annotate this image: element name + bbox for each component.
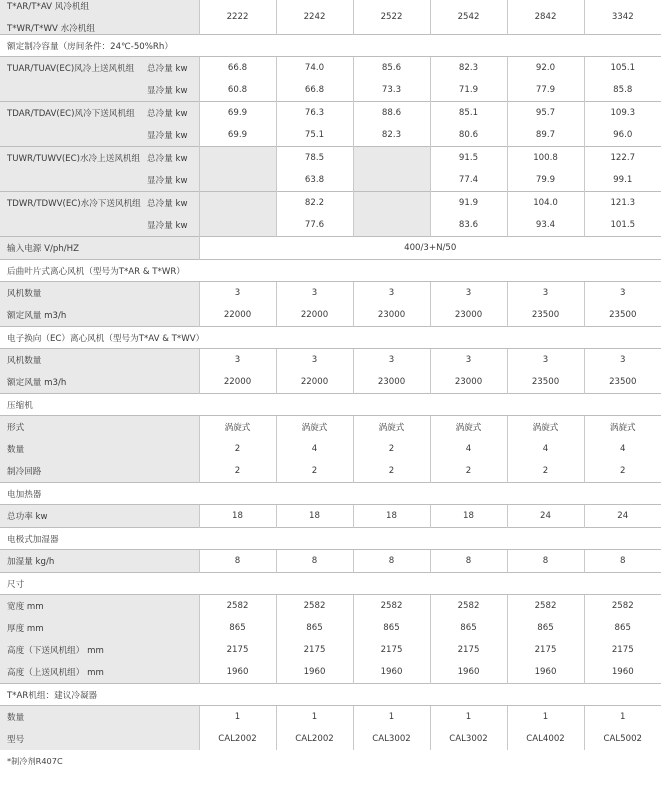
total-capacity-value: 66.8 (199, 57, 276, 80)
value-cell: 2 (430, 460, 507, 483)
value-cell: 2582 (584, 595, 661, 618)
heater-power-row (0, 505, 661, 528)
ec-fan-airflow-row (0, 371, 661, 394)
value-cell: 4 (584, 438, 661, 460)
section-title: T*AR机组：建议冷凝器 (0, 684, 661, 706)
model-header-cell: 3342 (584, 0, 661, 35)
row-label: 高度（下送风机组） mm (0, 639, 199, 661)
sensible-capacity-value: 71.9 (430, 79, 507, 102)
section-title: 尺寸 (0, 573, 661, 595)
sensible-capacity-value (199, 214, 276, 237)
ec-fan-section (0, 327, 661, 349)
value-cell: 8 (199, 550, 276, 573)
compressor-section (0, 394, 661, 416)
total-capacity-value: 74.0 (276, 57, 353, 80)
value-cell: 22000 (276, 304, 353, 327)
value-cell: 3 (276, 349, 353, 372)
value-cell: 23000 (430, 371, 507, 394)
row-label: 形式 (0, 416, 199, 439)
cooling-group-label-cell (0, 124, 199, 147)
cooling-group-name: TUAR/TUAV(EC)风冷上送风机组 (7, 64, 135, 74)
width-row (0, 595, 661, 618)
heater-section (0, 483, 661, 505)
value-cell: 4 (430, 438, 507, 460)
model-header-cell: 2522 (353, 0, 430, 35)
value-cell: CAL3002 (430, 728, 507, 750)
value-cell: 18 (353, 505, 430, 528)
header-air-cooled-label: T*AR/T*AV 风冷机组 (7, 2, 90, 12)
value-cell: 涡旋式 (507, 416, 584, 439)
value-cell: 3 (199, 282, 276, 305)
cooling-group-label-cell (0, 169, 199, 192)
sensible-capacity-label: 显冷量 kw (147, 86, 188, 96)
model-header-cell: 2542 (430, 0, 507, 35)
value-cell: 865 (199, 617, 276, 639)
row-label: 风机数量 (0, 282, 199, 305)
sensible-capacity-value: 101.5 (584, 214, 661, 237)
fan-count-row (0, 282, 661, 305)
compressor-qty-row (0, 438, 661, 460)
sensible-capacity-value: 96.0 (584, 124, 661, 147)
sensible-capacity-value: 73.3 (353, 79, 430, 102)
value-cell: 涡旋式 (276, 416, 353, 439)
value-cell: 23500 (584, 304, 661, 327)
value-cell: 18 (199, 505, 276, 528)
dimensions-section (0, 573, 661, 595)
row-label: 额定风量 m3/h (0, 304, 199, 327)
value-cell: 8 (276, 550, 353, 573)
value-cell: 2582 (507, 595, 584, 618)
value-cell: 2 (353, 438, 430, 460)
sensible-capacity-value: 82.3 (353, 124, 430, 147)
header-label-cell (0, 0, 199, 35)
sensible-capacity-label: 显冷量 kw (147, 221, 188, 231)
value-cell: 865 (430, 617, 507, 639)
value-cell: 2175 (353, 639, 430, 661)
value-cell: 2582 (276, 595, 353, 618)
total-capacity-value: 104.0 (507, 192, 584, 215)
value-cell: 3 (353, 282, 430, 305)
sensible-capacity-value (353, 169, 430, 192)
cooling-group-sensible-row (0, 79, 661, 102)
row-label: 加湿量 kg/h (0, 550, 199, 573)
sensible-capacity-value: 69.9 (199, 124, 276, 147)
section-title: 电子换向（EC）离心风机（型号为T*AV & T*WV） (0, 327, 661, 349)
value-cell: 24 (584, 505, 661, 528)
row-label: 额定风量 m3/h (0, 371, 199, 394)
value-cell: 22000 (199, 371, 276, 394)
value-cell: 2 (276, 460, 353, 483)
sensible-capacity-value: 89.7 (507, 124, 584, 147)
sensible-capacity-value: 77.6 (276, 214, 353, 237)
value-cell: 22000 (276, 371, 353, 394)
model-header-cell: 2842 (507, 0, 584, 35)
section-title: 额定制冷容量（房间条件：24℃-50%Rh） (0, 35, 661, 57)
value-cell: 3 (276, 282, 353, 305)
sensible-capacity-value: 77.9 (507, 79, 584, 102)
height-downflow-row (0, 639, 661, 661)
total-capacity-label: 总冷量 kw (147, 109, 188, 119)
total-capacity-label: 总冷量 kw (147, 64, 188, 74)
cooling-group-sensible-row (0, 214, 661, 237)
value-cell: 3 (199, 349, 276, 372)
cooling-group-name: TUWR/TUWV(EC)水冷上送风机组 (7, 154, 141, 164)
section-title: 电加热器 (0, 483, 661, 505)
total-capacity-label: 总冷量 kw (147, 154, 188, 164)
total-capacity-value (199, 147, 276, 170)
sensible-capacity-value: 63.8 (276, 169, 353, 192)
cooling-group-label-cell (0, 147, 199, 170)
value-cell: 2175 (199, 639, 276, 661)
row-label: 制冷回路 (0, 460, 199, 483)
sensible-capacity-value: 79.9 (507, 169, 584, 192)
value-cell: 2582 (353, 595, 430, 618)
sensible-capacity-value: 80.6 (430, 124, 507, 147)
power-supply-label: 输入电源 V/ph/HZ (0, 237, 199, 260)
value-cell: 3 (507, 282, 584, 305)
power-supply-row (0, 237, 661, 260)
sensible-capacity-value (199, 169, 276, 192)
value-cell: 18 (430, 505, 507, 528)
sensible-capacity-label: 显冷量 kw (147, 176, 188, 186)
condenser-model-row (0, 728, 661, 750)
value-cell: 22000 (199, 304, 276, 327)
value-cell: 865 (507, 617, 584, 639)
value-cell: 23000 (353, 304, 430, 327)
cooling-group-total-row (0, 192, 661, 215)
row-label: 总功率 kw (0, 505, 199, 528)
header-water-cooled-label: T*WR/T*WV 水冷机组 (7, 24, 95, 34)
value-cell: 1 (507, 706, 584, 729)
cooling-group-label-cell (0, 192, 199, 215)
row-label: 数量 (0, 706, 199, 729)
value-cell: 2175 (584, 639, 661, 661)
value-cell: 涡旋式 (199, 416, 276, 439)
value-cell: 4 (507, 438, 584, 460)
sensible-capacity-value: 83.6 (430, 214, 507, 237)
value-cell: 865 (276, 617, 353, 639)
sensible-capacity-value: 93.4 (507, 214, 584, 237)
section-title: 压缩机 (0, 394, 661, 416)
value-cell: 1 (199, 706, 276, 729)
value-cell: 1 (276, 706, 353, 729)
cooling-group-total-row (0, 102, 661, 125)
value-cell: 2 (199, 460, 276, 483)
sensible-capacity-value: 75.1 (276, 124, 353, 147)
value-cell: CAL5002 (584, 728, 661, 750)
value-cell: 23500 (507, 304, 584, 327)
row-label: 宽度 mm (0, 595, 199, 618)
fan-airflow-row (0, 304, 661, 327)
refrigerant-circuits-row (0, 460, 661, 483)
value-cell: 1960 (507, 661, 584, 684)
value-cell: 2 (584, 460, 661, 483)
model-header-cell: 2242 (276, 0, 353, 35)
refrigerant-footnote: *制冷剂R407C (7, 756, 63, 766)
total-capacity-value: 122.7 (584, 147, 661, 170)
total-capacity-value: 100.8 (507, 147, 584, 170)
model-header-cell: 2222 (199, 0, 276, 35)
value-cell: 1960 (353, 661, 430, 684)
total-capacity-value: 109.3 (584, 102, 661, 125)
condenser-qty-row (0, 706, 661, 729)
compressor-type-row (0, 416, 661, 439)
row-label: 风机数量 (0, 349, 199, 372)
cooling-group-label-cell (0, 79, 199, 102)
row-label: 高度（上送风机组） mm (0, 661, 199, 684)
total-capacity-value: 92.0 (507, 57, 584, 80)
value-cell: CAL3002 (353, 728, 430, 750)
total-capacity-value: 95.7 (507, 102, 584, 125)
sensible-capacity-value: 77.4 (430, 169, 507, 192)
total-capacity-value: 91.9 (430, 192, 507, 215)
value-cell: 8 (584, 550, 661, 573)
sensible-capacity-value: 66.8 (276, 79, 353, 102)
cooling-group-name: TDAR/TDAV(EC)风冷下送风机组 (7, 109, 135, 119)
value-cell: 8 (353, 550, 430, 573)
total-capacity-label: 总冷量 kw (147, 199, 188, 209)
value-cell: 23500 (507, 371, 584, 394)
value-cell: 2582 (430, 595, 507, 618)
cooling-capacity-section (0, 35, 661, 57)
value-cell: 2 (353, 460, 430, 483)
value-cell: 24 (507, 505, 584, 528)
value-cell: 涡旋式 (430, 416, 507, 439)
value-cell: 23500 (584, 371, 661, 394)
value-cell: CAL2002 (199, 728, 276, 750)
sensible-capacity-value (353, 214, 430, 237)
cooling-group-label-cell (0, 57, 199, 80)
value-cell: 8 (430, 550, 507, 573)
value-cell: 23000 (430, 304, 507, 327)
humidifier-rate-row (0, 550, 661, 573)
sensible-capacity-value: 85.8 (584, 79, 661, 102)
value-cell: 1960 (584, 661, 661, 684)
section-title: 电极式加湿器 (0, 528, 661, 550)
value-cell: 3 (353, 349, 430, 372)
value-cell: 23000 (353, 371, 430, 394)
value-cell: 3 (430, 282, 507, 305)
total-capacity-value (353, 147, 430, 170)
total-capacity-value: 82.2 (276, 192, 353, 215)
row-label: 型号 (0, 728, 199, 750)
total-capacity-value: 88.6 (353, 102, 430, 125)
value-cell: 1 (430, 706, 507, 729)
cooling-group-name: TDWR/TDWV(EC)水冷下送风机组 (7, 199, 141, 209)
total-capacity-value: 105.1 (584, 57, 661, 80)
total-capacity-value: 85.1 (430, 102, 507, 125)
value-cell: 涡旋式 (353, 416, 430, 439)
value-cell: 8 (507, 550, 584, 573)
value-cell: 2 (507, 460, 584, 483)
value-cell: 1960 (276, 661, 353, 684)
total-capacity-value: 76.3 (276, 102, 353, 125)
section-title: 后曲叶片式离心风机（型号为T*AR & T*WR） (0, 260, 661, 282)
value-cell: 1 (353, 706, 430, 729)
sensible-capacity-value: 60.8 (199, 79, 276, 102)
condenser-section (0, 684, 661, 706)
value-cell: 1960 (199, 661, 276, 684)
value-cell: 18 (276, 505, 353, 528)
value-cell: 3 (584, 349, 661, 372)
total-capacity-value: 69.9 (199, 102, 276, 125)
row-label: 厚度 mm (0, 617, 199, 639)
value-cell: 2582 (199, 595, 276, 618)
sensible-capacity-label: 显冷量 kw (147, 131, 188, 141)
value-cell: CAL2002 (276, 728, 353, 750)
cooling-group-total-row (0, 57, 661, 80)
value-cell: 2175 (507, 639, 584, 661)
value-cell: 涡旋式 (584, 416, 661, 439)
value-cell: 4 (276, 438, 353, 460)
value-cell: 865 (353, 617, 430, 639)
cooling-group-label-cell (0, 214, 199, 237)
depth-row (0, 617, 661, 639)
total-capacity-value: 82.3 (430, 57, 507, 80)
value-cell: 1960 (430, 661, 507, 684)
value-cell: 3 (430, 349, 507, 372)
value-cell: CAL4002 (507, 728, 584, 750)
total-capacity-value: 91.5 (430, 147, 507, 170)
power-supply-value: 400/3+N/50 (199, 237, 661, 260)
humidifier-section (0, 528, 661, 550)
sensible-capacity-value: 99.1 (584, 169, 661, 192)
value-cell: 3 (507, 349, 584, 372)
total-capacity-value (199, 192, 276, 215)
total-capacity-value: 121.3 (584, 192, 661, 215)
value-cell: 1 (584, 706, 661, 729)
total-capacity-value: 85.6 (353, 57, 430, 80)
cooling-group-label-cell (0, 102, 199, 125)
value-cell: 3 (584, 282, 661, 305)
cooling-group-sensible-row (0, 169, 661, 192)
cooling-group-total-row (0, 147, 661, 170)
total-capacity-value: 78.5 (276, 147, 353, 170)
total-capacity-value (353, 192, 430, 215)
value-cell: 2175 (276, 639, 353, 661)
row-label: 数量 (0, 438, 199, 460)
backward-fan-section (0, 260, 661, 282)
cooling-group-sensible-row (0, 124, 661, 147)
height-upflow-row (0, 661, 661, 684)
value-cell: 865 (584, 617, 661, 639)
ec-fan-count-row (0, 349, 661, 372)
value-cell: 2175 (430, 639, 507, 661)
value-cell: 2 (199, 438, 276, 460)
